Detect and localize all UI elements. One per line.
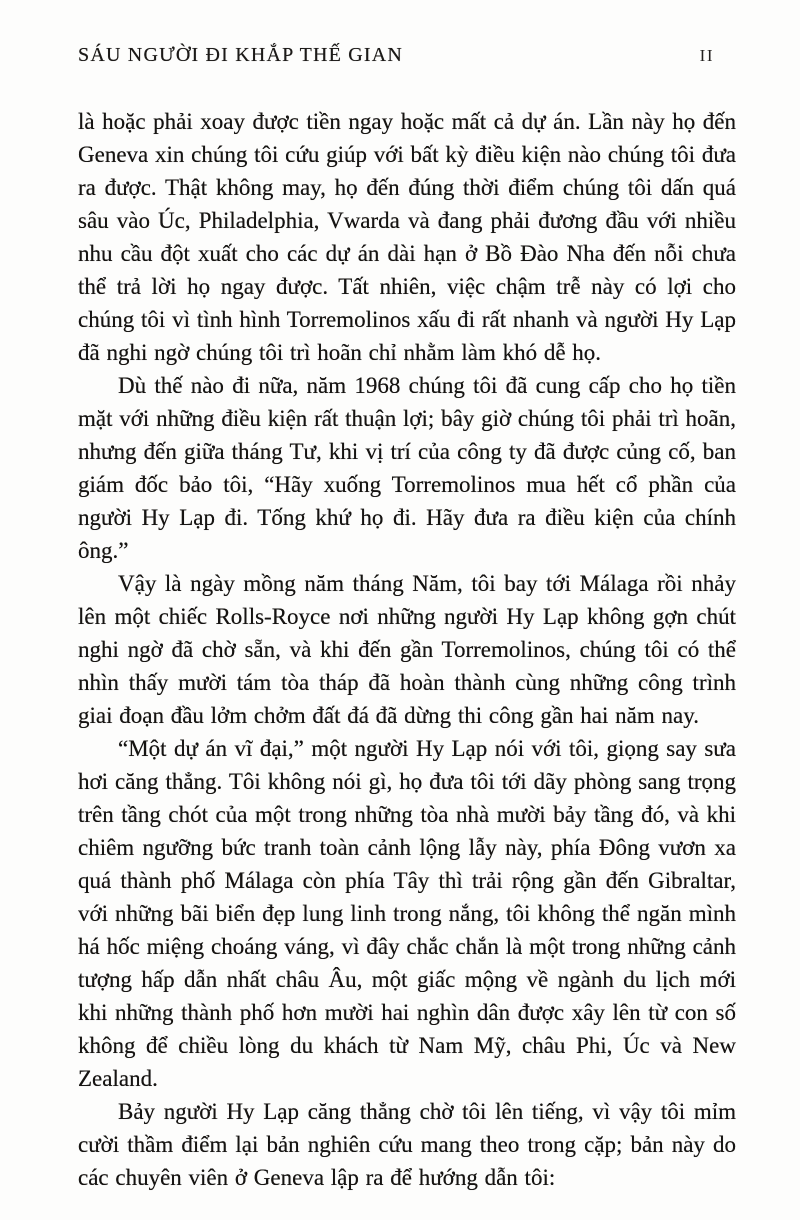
paragraph: Dù thế nào đi nữa, năm 1968 chúng tôi đã cung cấp cho họ tiền mặt với những điều kiện rất thuận lợi; bây giờ chúng tôi phải trì hoãn, nhưng đến giữa tháng Tư, khi vị trí của công ty đã được củng cố, ban giám đốc bảo tôi, “Hãy xuống Torremolinos mua hết cổ phần của người Hy Lạp đi. Tống khứ họ đi. Hãy đưa ra điều kiện của chính ông.” [78, 373, 736, 563]
paragraph: là hoặc phải xoay được tiền ngay hoặc mất cả dự án. Lần này họ đến Geneva xin chúng tôi cứu giúp với bất kỳ điều kiện nào chúng tôi đưa ra được. Thật không may, họ đến đúng thời điểm chúng tôi dấn quá sâu vào Úc, Philadelphia, Vwarda và đang phải đương đầu với nhiều nhu cầu đột xuất cho các dự án dài hạn ở Bồ Đào Nha đến nỗi chưa thể trả lời họ ngay được. Tất nhiên, việc chậm trễ này có lợi cho chúng tôi vì tình hình Torremolinos xấu đi rất nhanh và người Hy Lạp đã nghi ngờ chúng tôi trì hoãn chỉ nhằm làm khó dễ họ. [78, 109, 736, 365]
paragraph: “Một dự án vĩ đại,” một người Hy Lạp nói với tôi, giọng say sưa hơi căng thẳng. Tôi không nói gì, họ đưa tôi tới dãy phòng sang trọng trên tầng chót của một trong những tòa nhà mười bảy tầng đó, và khi chiêm ngưỡng bức tranh toàn cảnh lộng lẫy này, phía Đông vươn xa quá thành phố Málaga còn phía Tây thì trải rộng gần đến Gibraltar, với những bãi biển đẹp lung linh trong nắng, tôi không thể ngăn mình há hốc miệng choáng váng, vì đây chắc chắn là một trong những cảnh tượng hấp dẫn nhất châu Âu, một giấc mộng về ngành du lịch mới khi những thành phố hơn mười hai nghìn dân được xây lên từ con số không để chiều lòng du khách từ Nam Mỹ, châu Phi, Úc và New Zealand. [78, 736, 736, 1091]
running-header [78, 44, 736, 67]
running-header-title: SÁU NGƯỜI ĐI KHẮP THẾ GIAN [78, 44, 404, 66]
page-body [78, 105, 736, 1194]
paragraph: Bảy người Hy Lạp căng thẳng chờ tôi lên tiếng, vì vậy tôi mỉm cười thầm điểm lại bản nghiên cứu mang theo trong cặp; bản này do các chuyên viên ở Geneva lập ra để hướng dẫn tôi: [78, 1099, 736, 1190]
chapter-page-marker: II [699, 46, 714, 65]
paragraph: Vậy là ngày mồng năm tháng Năm, tôi bay tới Málaga rồi nhảy lên một chiếc Rolls-Royce nơi những người Hy Lạp không gợn chút nghi ngờ đã chờ sẵn, và khi đến gần Torremolinos, chúng tôi có thể nhìn thấy mười tám tòa tháp đã hoàn thành cùng những công trình giai đoạn đầu lởm chởm đất đá đã dừng thi công gần hai năm nay. [78, 571, 736, 728]
